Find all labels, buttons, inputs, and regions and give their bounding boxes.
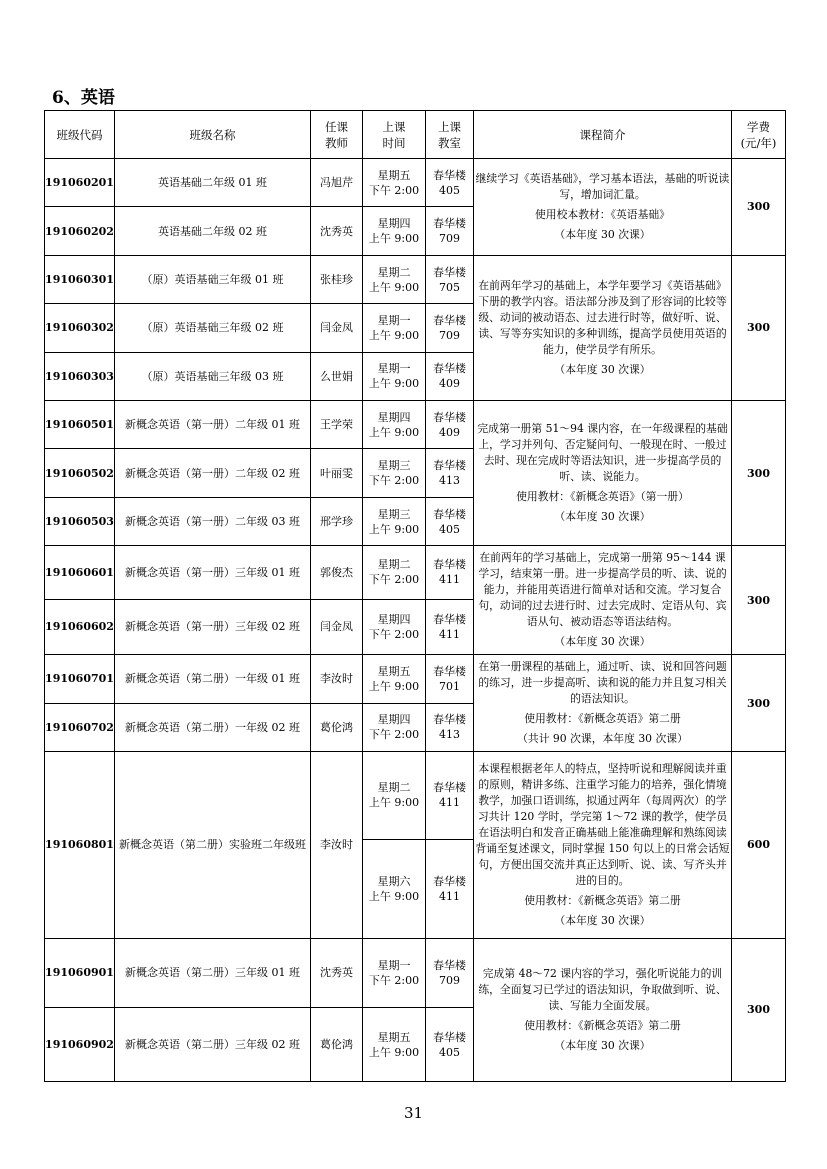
teacher: 邢学珍 xyxy=(311,497,363,545)
class-name: 英语基础二年级 02 班 xyxy=(115,207,311,255)
class-name: （原）英语基础三年级 03 班 xyxy=(115,352,311,400)
table-row xyxy=(45,546,786,599)
course-description: 本课程根据老年人的特点，坚持听说和理解阅读并重的原则，精讲多练、注重学习能力的培养，强化情境教学，加强口语训练，拟通过两年（每周两次）的学习共计 120 学时，学完第 1～72 课的教学，使学员在语法明白和发音正确基础上能准确理解和熟练阅读背诵至复述课文，同时掌握 150 句以上的日常会话短句，方便出国交流并真正达到听、说、读、写齐头并进的目的。 使用教材：《新概念英语》第二册 （本年度 30 次课） xyxy=(474,751,732,938)
teacher: 郭俊杰 xyxy=(311,546,363,599)
teacher: 沈秀英 xyxy=(311,938,363,1008)
table-row xyxy=(45,938,786,1008)
class-code: 191060902 xyxy=(45,1008,115,1082)
course-description: 在前两年的学习基础上，完成第一册第 95～144 课学习，结束第一册。进一步提高学员的听、读、说的能力，并能用英语进行简单对话和交流。学习复合句，动词的过去进行时、过去完成时、定语从句、宾语从句、被动语态等语法结构。 （本年度 30 次课） xyxy=(474,546,732,655)
tuition-fee: 600 xyxy=(732,751,786,938)
class-time: 星期一 上午 9:00 xyxy=(363,352,426,400)
class-name: 英语基础二年级 01 班 xyxy=(115,159,311,207)
class-code: 191060702 xyxy=(45,703,115,751)
class-name: 新概念英语（第二册）三年级 02 班 xyxy=(115,1008,311,1082)
table-row xyxy=(45,655,786,703)
header-fee: 学费 (元/年) xyxy=(732,111,786,159)
page-number: 31 xyxy=(403,1104,424,1122)
teacher: 葛伦鸿 xyxy=(311,703,363,751)
classroom: 春华楼 701 xyxy=(426,655,474,703)
teacher: 李汝时 xyxy=(311,751,363,938)
teacher: 张桂珍 xyxy=(311,255,363,303)
course-table xyxy=(44,110,786,1082)
tuition-fee: 300 xyxy=(732,401,786,546)
header-code: 班级代码 xyxy=(45,111,115,159)
class-time: 星期一 上午 9:00 xyxy=(363,304,426,352)
classroom: 春华楼 405 xyxy=(426,1008,474,1082)
class-code: 191060301 xyxy=(45,255,115,303)
class-name: 新概念英语（第二册）三年级 01 班 xyxy=(115,938,311,1008)
header-room: 上课 教室 xyxy=(426,111,474,159)
class-time: 星期三 上午 9:00 xyxy=(363,497,426,545)
class-name: 新概念英语（第一册）二年级 03 班 xyxy=(115,497,311,545)
class-name: 新概念英语（第二册）一年级 02 班 xyxy=(115,703,311,751)
classroom: 春华楼 413 xyxy=(426,703,474,751)
classroom: 春华楼 709 xyxy=(426,304,474,352)
teacher: 沈秀英 xyxy=(311,207,363,255)
class-code: 191060601 xyxy=(45,546,115,599)
teacher: 葛伦鸿 xyxy=(311,1008,363,1082)
table-row xyxy=(45,751,786,839)
class-time: 星期二 下午 2:00 xyxy=(363,546,426,599)
class-time: 星期二 上午 9:00 xyxy=(363,255,426,303)
classroom: 春华楼 411 xyxy=(426,546,474,599)
course-description: 在第一册课程的基础上，通过听、读、说和回答问题的练习，进一步提高听、读和说的能力并且复习相关的语法知识。 使用教材：《新概念英语》第二册 （共计 90 次课，本年度 30 次课） xyxy=(474,655,732,752)
class-code: 191060901 xyxy=(45,938,115,1008)
header-time: 上课 时间 xyxy=(363,111,426,159)
table-row xyxy=(45,159,786,207)
teacher: 闫金凤 xyxy=(311,599,363,654)
class-time: 星期二 上午 9:00 xyxy=(363,751,426,839)
class-time: 星期五 上午 9:00 xyxy=(363,655,426,703)
class-time: 星期四 上午 9:00 xyxy=(363,401,426,449)
classroom: 春华楼 409 xyxy=(426,352,474,400)
class-time: 星期三 下午 2:00 xyxy=(363,449,426,497)
class-time: 星期一 下午 2:00 xyxy=(363,938,426,1008)
class-name: （原）英语基础三年级 01 班 xyxy=(115,255,311,303)
teacher: 闫金凤 xyxy=(311,304,363,352)
class-name: 新概念英语（第二册）实验班二年级班 xyxy=(115,751,311,938)
classroom: 春华楼 411 xyxy=(426,599,474,654)
classroom: 春华楼 405 xyxy=(426,497,474,545)
class-code: 191060501 xyxy=(45,401,115,449)
class-code: 191060801 xyxy=(45,751,115,938)
header-name: 班级名称 xyxy=(115,111,311,159)
course-description: 完成第一册第 51～94 课内容，在一年级课程的基础上，学习并列句、否定疑问句、一般现在时、一般过去时、现在完成时等语法知识，进一步提高学员的听、读、说能力。 使用教材：《新概念英语》（第一册） （本年度 30 次课） xyxy=(474,401,732,546)
table-row xyxy=(45,401,786,449)
classroom: 春华楼 411 xyxy=(426,839,474,938)
class-time: 星期四 下午 2:00 xyxy=(363,599,426,654)
classroom: 春华楼 405 xyxy=(426,159,474,207)
class-time: 星期五 上午 9:00 xyxy=(363,1008,426,1082)
teacher: 么世娟 xyxy=(311,352,363,400)
class-code: 191060303 xyxy=(45,352,115,400)
class-name: 新概念英语（第一册）二年级 01 班 xyxy=(115,401,311,449)
classroom: 春华楼 709 xyxy=(426,938,474,1008)
class-code: 191060302 xyxy=(45,304,115,352)
course-description: 完成第 48～72 课内容的学习，强化听说能力的训练，全面复习已学过的语法知识，争取做到听、说、读、写能力全面发展。 使用教材：《新概念英语》第二册 （本年度 30 次课） xyxy=(474,938,732,1081)
classroom: 春华楼 709 xyxy=(426,207,474,255)
classroom: 春华楼 705 xyxy=(426,255,474,303)
tuition-fee: 300 xyxy=(732,546,786,655)
header-teacher: 任课 教师 xyxy=(311,111,363,159)
class-name: （原）英语基础三年级 02 班 xyxy=(115,304,311,352)
class-name: 新概念英语（第二册）一年级 01 班 xyxy=(115,655,311,703)
class-name: 新概念英语（第一册）三年级 01 班 xyxy=(115,546,311,599)
class-code: 191060201 xyxy=(45,159,115,207)
tuition-fee: 300 xyxy=(732,938,786,1081)
class-time: 星期四 上午 9:00 xyxy=(363,207,426,255)
class-code: 191060701 xyxy=(45,655,115,703)
table-row xyxy=(45,255,786,303)
class-code: 191060202 xyxy=(45,207,115,255)
tuition-fee: 300 xyxy=(732,655,786,752)
tuition-fee: 300 xyxy=(732,159,786,256)
class-name: 新概念英语（第一册）二年级 02 班 xyxy=(115,449,311,497)
class-time: 星期六 上午 9:00 xyxy=(363,839,426,938)
section-title: 6、英语 xyxy=(52,88,115,108)
course-description: 继续学习《英语基础》，学习基本语法，基础的听说读写，增加词汇量。 使用校本教材：《英语基础》 （本年度 30 次课） xyxy=(474,159,732,256)
class-time: 星期四 下午 2:00 xyxy=(363,703,426,751)
header-desc: 课程简介 xyxy=(474,111,732,159)
class-code: 191060503 xyxy=(45,497,115,545)
teacher: 冯旭芹 xyxy=(311,159,363,207)
teacher: 王学荣 xyxy=(311,401,363,449)
header-row xyxy=(45,111,786,159)
course-description: 在前两年学习的基础上，本学年要学习《英语基础》下册的教学内容。语法部分涉及到了形容词的比较等级、动词的被动语态、过去进行时等，做好听、说、读、写等夯实知识的多种训练，提高学员使用英语的能力，使学员学有所乐。 （本年度 30 次课） xyxy=(474,255,732,400)
class-code: 191060602 xyxy=(45,599,115,654)
teacher: 叶丽雯 xyxy=(311,449,363,497)
class-time: 星期五 下午 2:00 xyxy=(363,159,426,207)
tuition-fee: 300 xyxy=(732,255,786,400)
class-code: 191060502 xyxy=(45,449,115,497)
classroom: 春华楼 409 xyxy=(426,401,474,449)
teacher: 李汝时 xyxy=(311,655,363,703)
class-name: 新概念英语（第一册）三年级 02 班 xyxy=(115,599,311,654)
classroom: 春华楼 413 xyxy=(426,449,474,497)
classroom: 春华楼 411 xyxy=(426,751,474,839)
